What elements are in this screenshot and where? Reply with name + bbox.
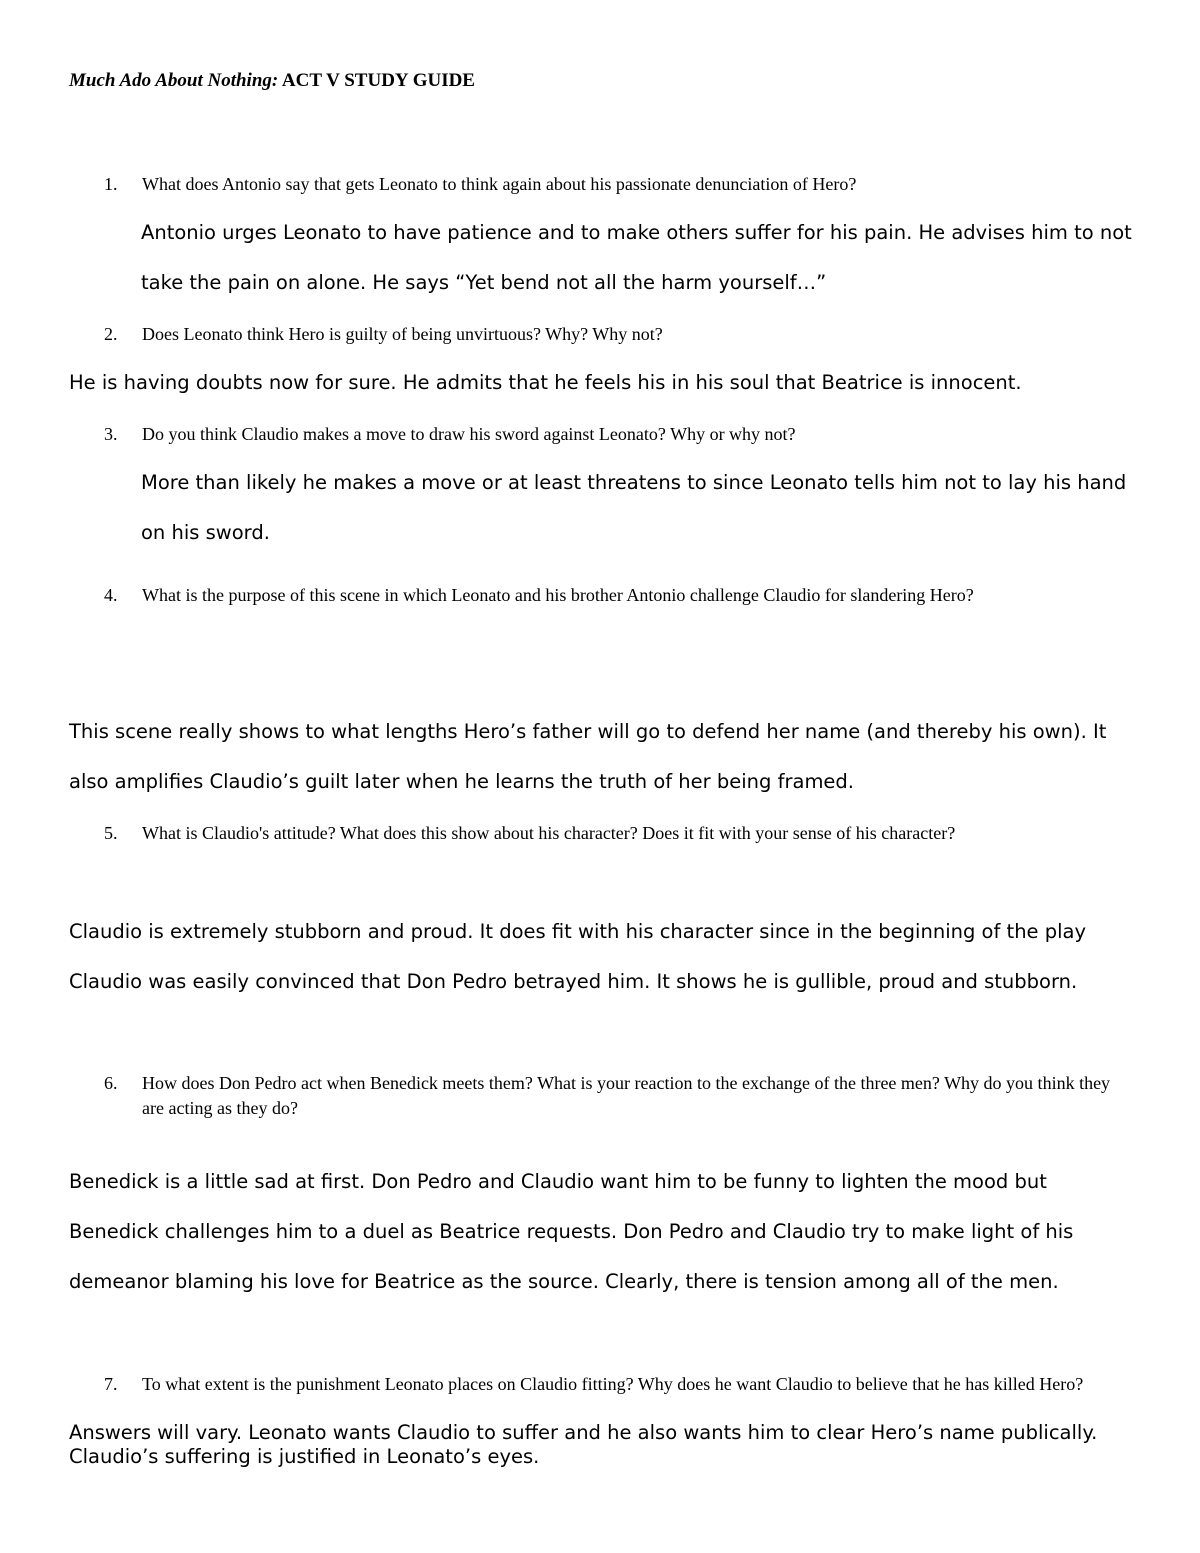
question-number: 1.	[104, 174, 118, 194]
question-3	[104, 422, 1132, 447]
answer-7: Answers will vary. Leonato wants Claudio to suffer and he also wants him to clear Hero’s name publically. Claudio’s suffering is justified in Leonato’s eyes.	[69, 1421, 1098, 1468]
question-number: 7.	[104, 1374, 118, 1394]
answer-2: He is having doubts now for sure. He admits that he feels his in his soul that Beatrice is innocent.	[69, 371, 1022, 394]
question-2	[104, 322, 1132, 347]
question-text: Does Leonato think Hero is guilty of being unvirtuous? Why? Why not?	[142, 324, 663, 344]
question-number: 6.	[104, 1073, 118, 1093]
answer-4: This scene really shows to what lengths Hero’s father will go to defend her name (and thereby his own). It also amplifies Claudio’s guilt later when he learns the truth of her being framed.	[69, 720, 1107, 793]
answer-6: Benedick is a little sad at first. Don Pedro and Claudio want him to be funny to lighten the mood but Benedick challenges him to a duel as Beatrice requests. Don Pedro and Claudio try to make light of his demeanor blaming his love for Beatrice as the source. Clearly, there is tension among all of the men.	[69, 1170, 1074, 1293]
question-text: What is the purpose of this scene in which Leonato and his brother Antonio challenge Claudio for slandering Hero?	[142, 585, 974, 605]
answer-5: Claudio is extremely stubborn and proud. It does fit with his character since in the beginning of the play Claudio was easily convinced that Don Pedro betrayed him. It shows he is gullible, proud and stubborn.	[69, 920, 1087, 993]
play-title: Much Ado About Nothing:	[69, 70, 279, 91]
answer-1: Antonio urges Leonato to have patience and to make others suffer for his pain. He advises him to not take the pain on alone. He says “Yet bend not all the harm yourself…”	[141, 221, 1132, 294]
question-number: 3.	[104, 424, 118, 444]
question-text: To what extent is the punishment Leonato places on Claudio fitting? Why does he want Claudio to believe that he has killed Hero?	[142, 1374, 1084, 1394]
question-text: What does Antonio say that gets Leonato to think again about his passionate denunciation of Hero?	[142, 174, 857, 194]
question-1	[104, 172, 1132, 197]
question-number: 5.	[104, 823, 118, 843]
question-6	[104, 1071, 1132, 1121]
question-4	[104, 571, 1102, 620]
question-text: What is Claudio's attitude? What does this show about his character? Does it fit with your sense of his character?	[142, 823, 956, 843]
question-number: 4.	[104, 585, 118, 605]
question-number: 2.	[104, 324, 118, 344]
question-text: How does Don Pedro act when Benedick meets them? What is your reaction to the exchange of the three men? Why do you think they are acting as they do?	[142, 1073, 1111, 1118]
question-text: Do you think Claudio makes a move to draw his sword against Leonato? Why or why not?	[142, 424, 796, 444]
document-title	[69, 70, 475, 92]
question-5	[104, 821, 1142, 846]
question-7	[104, 1373, 1142, 1396]
guide-title: ACT V STUDY GUIDE	[278, 70, 475, 91]
answer-3: More than likely he makes a move or at least threatens to since Leonato tells him not to lay his hand on his sword.	[141, 471, 1127, 544]
